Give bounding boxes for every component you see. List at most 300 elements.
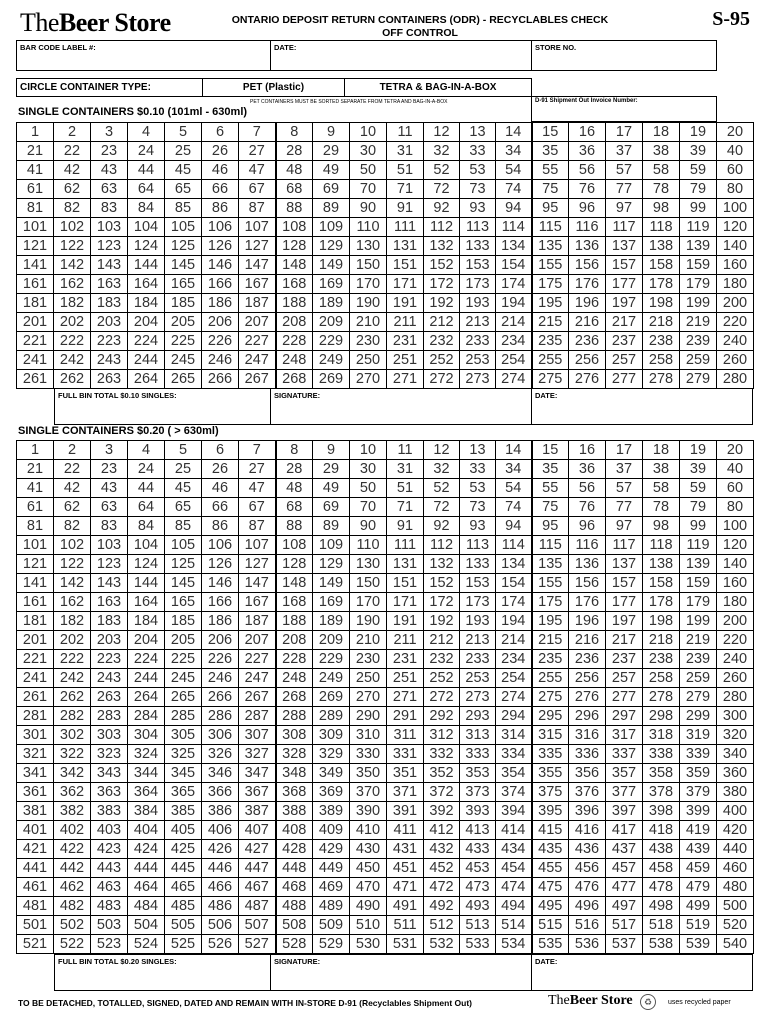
container-number-cell[interactable]: 226 <box>202 332 239 351</box>
container-number-cell[interactable]: 534 <box>496 935 532 954</box>
container-number-cell[interactable]: 268 <box>276 370 313 389</box>
container-number-cell[interactable]: 295 <box>532 707 569 726</box>
container-number-cell[interactable]: 276 <box>569 370 606 389</box>
container-number-cell[interactable]: 25 <box>165 142 202 161</box>
container-number-cell[interactable]: 35 <box>532 460 569 479</box>
container-number-cell[interactable]: 440 <box>717 840 754 859</box>
container-number-cell[interactable]: 358 <box>643 764 680 783</box>
container-number-cell[interactable]: 175 <box>532 275 569 294</box>
container-number-cell[interactable]: 509 <box>313 916 350 935</box>
container-number-cell[interactable]: 393 <box>460 802 496 821</box>
container-number-cell[interactable]: 178 <box>643 593 680 612</box>
container-number-cell[interactable]: 172 <box>424 593 460 612</box>
container-number-cell[interactable]: 223 <box>91 332 128 351</box>
container-number-cell[interactable]: 340 <box>717 745 754 764</box>
container-number-cell[interactable]: 215 <box>532 631 569 650</box>
container-number-cell[interactable]: 330 <box>350 745 387 764</box>
container-number-cell[interactable]: 119 <box>680 218 717 237</box>
container-number-cell[interactable]: 276 <box>569 688 606 707</box>
container-number-cell[interactable]: 433 <box>460 840 496 859</box>
container-number-cell[interactable]: 218 <box>643 631 680 650</box>
container-number-cell[interactable]: 292 <box>424 707 460 726</box>
container-number-cell[interactable]: 241 <box>17 351 54 370</box>
container-number-cell[interactable]: 95 <box>532 517 569 536</box>
container-number-cell[interactable]: 493 <box>460 897 496 916</box>
container-number-cell[interactable]: 164 <box>128 275 165 294</box>
container-number-cell[interactable]: 515 <box>532 916 569 935</box>
container-number-cell[interactable]: 345 <box>165 764 202 783</box>
container-number-cell[interactable]: 37 <box>606 142 643 161</box>
container-number-cell[interactable]: 113 <box>460 536 496 555</box>
container-number-cell[interactable]: 251 <box>387 351 424 370</box>
container-number-cell[interactable]: 145 <box>165 574 202 593</box>
container-number-cell[interactable]: 27 <box>239 460 276 479</box>
container-number-cell[interactable]: 212 <box>424 631 460 650</box>
section2-signature-field[interactable]: SIGNATURE: <box>270 954 532 991</box>
container-number-cell[interactable]: 194 <box>496 612 532 631</box>
container-number-cell[interactable]: 10 <box>350 441 387 460</box>
container-number-cell[interactable]: 72 <box>424 498 460 517</box>
container-number-cell[interactable]: 376 <box>569 783 606 802</box>
container-number-cell[interactable]: 490 <box>350 897 387 916</box>
section2-full-bin-total[interactable]: FULL BIN TOTAL $0.20 SINGLES: <box>54 954 271 991</box>
container-number-cell[interactable]: 52 <box>424 479 460 498</box>
container-number-cell[interactable]: 234 <box>496 650 532 669</box>
container-number-cell[interactable]: 246 <box>202 351 239 370</box>
container-number-cell[interactable]: 102 <box>54 218 91 237</box>
container-number-cell[interactable]: 227 <box>239 332 276 351</box>
container-number-cell[interactable]: 59 <box>680 479 717 498</box>
container-number-cell[interactable]: 13 <box>460 123 496 142</box>
container-number-cell[interactable]: 530 <box>350 935 387 954</box>
container-number-cell[interactable]: 99 <box>680 517 717 536</box>
container-number-cell[interactable]: 36 <box>569 460 606 479</box>
container-number-cell[interactable]: 73 <box>460 180 496 199</box>
container-number-cell[interactable]: 209 <box>313 631 350 650</box>
container-number-cell[interactable]: 6 <box>202 123 239 142</box>
container-number-cell[interactable]: 61 <box>17 498 54 517</box>
container-number-cell[interactable]: 243 <box>91 351 128 370</box>
container-number-cell[interactable]: 488 <box>276 897 313 916</box>
container-number-cell[interactable]: 247 <box>239 351 276 370</box>
container-number-cell[interactable]: 250 <box>350 669 387 688</box>
container-number-cell[interactable]: 55 <box>532 161 569 180</box>
container-number-cell[interactable]: 195 <box>532 612 569 631</box>
container-number-cell[interactable]: 116 <box>569 536 606 555</box>
container-number-cell[interactable]: 495 <box>532 897 569 916</box>
container-number-cell[interactable]: 465 <box>165 878 202 897</box>
container-number-cell[interactable]: 111 <box>387 218 424 237</box>
container-number-cell[interactable]: 235 <box>532 332 569 351</box>
container-number-cell[interactable]: 478 <box>643 878 680 897</box>
container-number-cell[interactable]: 461 <box>17 878 54 897</box>
container-number-cell[interactable]: 413 <box>460 821 496 840</box>
container-number-cell[interactable]: 29 <box>313 142 350 161</box>
container-number-cell[interactable]: 391 <box>387 802 424 821</box>
container-number-cell[interactable]: 156 <box>569 574 606 593</box>
container-number-cell[interactable]: 134 <box>496 555 532 574</box>
container-number-cell[interactable]: 418 <box>643 821 680 840</box>
container-number-cell[interactable]: 262 <box>54 370 91 389</box>
container-number-cell[interactable]: 57 <box>606 479 643 498</box>
container-number-cell[interactable]: 148 <box>276 256 313 275</box>
container-number-cell[interactable]: 291 <box>387 707 424 726</box>
container-number-cell[interactable]: 309 <box>313 726 350 745</box>
container-number-cell[interactable]: 459 <box>680 859 717 878</box>
container-number-cell[interactable]: 186 <box>202 612 239 631</box>
container-number-cell[interactable]: 339 <box>680 745 717 764</box>
container-number-cell[interactable]: 46 <box>202 161 239 180</box>
date-field[interactable]: DATE: <box>270 40 532 71</box>
container-number-cell[interactable]: 176 <box>569 593 606 612</box>
container-number-cell[interactable]: 81 <box>17 517 54 536</box>
container-number-cell[interactable]: 512 <box>424 916 460 935</box>
container-number-cell[interactable]: 256 <box>569 351 606 370</box>
container-number-cell[interactable]: 380 <box>717 783 754 802</box>
container-number-cell[interactable]: 462 <box>54 878 91 897</box>
container-number-cell[interactable]: 1 <box>17 123 54 142</box>
container-number-cell[interactable]: 129 <box>313 555 350 574</box>
container-number-cell[interactable]: 144 <box>128 256 165 275</box>
container-number-cell[interactable]: 175 <box>532 593 569 612</box>
container-number-cell[interactable]: 273 <box>460 688 496 707</box>
container-number-cell[interactable]: 123 <box>91 237 128 256</box>
container-number-cell[interactable]: 158 <box>643 256 680 275</box>
container-number-cell[interactable]: 43 <box>91 161 128 180</box>
container-number-cell[interactable]: 272 <box>424 370 460 389</box>
container-number-cell[interactable]: 69 <box>313 180 350 199</box>
container-number-cell[interactable]: 28 <box>276 142 313 161</box>
container-number-cell[interactable]: 35 <box>532 142 569 161</box>
container-number-cell[interactable]: 500 <box>717 897 754 916</box>
container-number-cell[interactable]: 161 <box>17 593 54 612</box>
container-number-cell[interactable]: 346 <box>202 764 239 783</box>
container-number-cell[interactable]: 151 <box>387 256 424 275</box>
container-number-cell[interactable]: 230 <box>350 332 387 351</box>
container-number-cell[interactable]: 314 <box>496 726 532 745</box>
container-number-cell[interactable]: 412 <box>424 821 460 840</box>
container-number-cell[interactable]: 49 <box>313 479 350 498</box>
container-number-cell[interactable]: 236 <box>569 650 606 669</box>
container-number-cell[interactable]: 489 <box>313 897 350 916</box>
container-number-cell[interactable]: 103 <box>91 536 128 555</box>
container-number-cell[interactable]: 161 <box>17 275 54 294</box>
container-number-cell[interactable]: 132 <box>424 555 460 574</box>
container-number-cell[interactable]: 378 <box>643 783 680 802</box>
container-number-cell[interactable]: 196 <box>569 294 606 313</box>
container-number-cell[interactable]: 231 <box>387 332 424 351</box>
container-number-cell[interactable]: 126 <box>202 237 239 256</box>
container-number-cell[interactable]: 162 <box>54 593 91 612</box>
container-number-cell[interactable]: 121 <box>17 237 54 256</box>
container-number-cell[interactable]: 387 <box>239 802 276 821</box>
container-number-cell[interactable]: 280 <box>717 370 754 389</box>
container-number-cell[interactable]: 2 <box>54 123 91 142</box>
container-number-cell[interactable]: 111 <box>387 536 424 555</box>
container-number-cell[interactable]: 524 <box>128 935 165 954</box>
container-number-cell[interactable]: 427 <box>239 840 276 859</box>
container-number-cell[interactable]: 436 <box>569 840 606 859</box>
container-number-cell[interactable]: 109 <box>313 536 350 555</box>
container-number-cell[interactable]: 526 <box>202 935 239 954</box>
container-number-cell[interactable]: 124 <box>128 237 165 256</box>
container-number-cell[interactable]: 32 <box>424 142 460 161</box>
container-number-cell[interactable]: 326 <box>202 745 239 764</box>
container-number-cell[interactable]: 426 <box>202 840 239 859</box>
container-number-cell[interactable]: 5 <box>165 123 202 142</box>
container-number-cell[interactable]: 101 <box>17 536 54 555</box>
container-number-cell[interactable]: 137 <box>606 237 643 256</box>
container-number-cell[interactable]: 169 <box>313 593 350 612</box>
container-number-cell[interactable]: 191 <box>387 612 424 631</box>
container-number-cell[interactable]: 163 <box>91 275 128 294</box>
container-number-cell[interactable]: 143 <box>91 574 128 593</box>
container-number-cell[interactable]: 133 <box>460 237 496 256</box>
container-number-cell[interactable]: 367 <box>239 783 276 802</box>
container-number-cell[interactable]: 501 <box>17 916 54 935</box>
container-number-cell[interactable]: 390 <box>350 802 387 821</box>
container-number-cell[interactable]: 70 <box>350 180 387 199</box>
container-number-cell[interactable]: 487 <box>239 897 276 916</box>
container-number-cell[interactable]: 149 <box>313 256 350 275</box>
container-number-cell[interactable]: 23 <box>91 460 128 479</box>
container-number-cell[interactable]: 529 <box>313 935 350 954</box>
container-number-cell[interactable]: 179 <box>680 275 717 294</box>
container-number-cell[interactable]: 32 <box>424 460 460 479</box>
container-number-cell[interactable]: 458 <box>643 859 680 878</box>
container-number-cell[interactable]: 456 <box>569 859 606 878</box>
container-number-cell[interactable]: 171 <box>387 275 424 294</box>
container-number-cell[interactable]: 245 <box>165 351 202 370</box>
container-number-cell[interactable]: 416 <box>569 821 606 840</box>
container-number-cell[interactable]: 300 <box>717 707 754 726</box>
container-number-cell[interactable]: 208 <box>276 313 313 332</box>
container-number-cell[interactable]: 181 <box>17 294 54 313</box>
container-number-cell[interactable]: 328 <box>276 745 313 764</box>
container-number-cell[interactable]: 18 <box>643 123 680 142</box>
container-number-cell[interactable]: 69 <box>313 498 350 517</box>
container-number-cell[interactable]: 264 <box>128 688 165 707</box>
container-number-cell[interactable]: 87 <box>239 199 276 218</box>
container-number-cell[interactable]: 146 <box>202 256 239 275</box>
container-number-cell[interactable]: 538 <box>643 935 680 954</box>
container-number-cell[interactable]: 136 <box>569 555 606 574</box>
container-number-cell[interactable]: 518 <box>643 916 680 935</box>
container-number-cell[interactable]: 38 <box>643 460 680 479</box>
container-number-cell[interactable]: 220 <box>717 313 754 332</box>
container-number-cell[interactable]: 84 <box>128 517 165 536</box>
container-number-cell[interactable]: 96 <box>569 199 606 218</box>
container-number-cell[interactable]: 353 <box>460 764 496 783</box>
container-number-cell[interactable]: 316 <box>569 726 606 745</box>
container-number-cell[interactable]: 220 <box>717 631 754 650</box>
container-number-cell[interactable]: 414 <box>496 821 532 840</box>
container-number-cell[interactable]: 91 <box>387 517 424 536</box>
container-number-cell[interactable]: 199 <box>680 612 717 631</box>
container-number-cell[interactable]: 349 <box>313 764 350 783</box>
container-number-cell[interactable]: 240 <box>717 332 754 351</box>
container-number-cell[interactable]: 102 <box>54 536 91 555</box>
container-number-cell[interactable]: 205 <box>165 631 202 650</box>
container-number-cell[interactable]: 279 <box>680 370 717 389</box>
container-number-cell[interactable]: 153 <box>460 574 496 593</box>
container-number-cell[interactable]: 298 <box>643 707 680 726</box>
store-number-field[interactable]: STORE NO. <box>531 40 717 71</box>
container-number-cell[interactable]: 215 <box>532 313 569 332</box>
container-number-cell[interactable]: 449 <box>313 859 350 878</box>
container-number-cell[interactable]: 125 <box>165 555 202 574</box>
container-number-cell[interactable]: 498 <box>643 897 680 916</box>
container-number-cell[interactable]: 56 <box>569 479 606 498</box>
container-number-cell[interactable]: 180 <box>717 275 754 294</box>
container-number-cell[interactable]: 142 <box>54 256 91 275</box>
container-number-cell[interactable]: 41 <box>17 479 54 498</box>
container-number-cell[interactable]: 112 <box>424 536 460 555</box>
container-number-cell[interactable]: 146 <box>202 574 239 593</box>
container-number-cell[interactable]: 216 <box>569 313 606 332</box>
container-number-cell[interactable]: 84 <box>128 199 165 218</box>
container-number-cell[interactable]: 329 <box>313 745 350 764</box>
container-number-cell[interactable]: 198 <box>643 294 680 313</box>
container-number-cell[interactable]: 263 <box>91 688 128 707</box>
container-number-cell[interactable]: 470 <box>350 878 387 897</box>
container-number-cell[interactable]: 441 <box>17 859 54 878</box>
container-number-cell[interactable]: 239 <box>680 650 717 669</box>
container-number-cell[interactable]: 264 <box>128 370 165 389</box>
container-number-cell[interactable]: 350 <box>350 764 387 783</box>
container-number-cell[interactable]: 83 <box>91 517 128 536</box>
container-number-cell[interactable]: 138 <box>643 237 680 256</box>
container-number-cell[interactable]: 243 <box>91 669 128 688</box>
container-number-cell[interactable]: 154 <box>496 574 532 593</box>
container-number-cell[interactable]: 232 <box>424 650 460 669</box>
container-number-cell[interactable]: 149 <box>313 574 350 593</box>
container-number-cell[interactable]: 10 <box>350 123 387 142</box>
container-number-cell[interactable]: 38 <box>643 142 680 161</box>
container-number-cell[interactable]: 242 <box>54 351 91 370</box>
container-number-cell[interactable]: 177 <box>606 593 643 612</box>
container-number-cell[interactable]: 306 <box>202 726 239 745</box>
section2-date-field[interactable]: DATE: <box>531 954 753 991</box>
container-number-cell[interactable]: 212 <box>424 313 460 332</box>
container-number-cell[interactable]: 77 <box>606 180 643 199</box>
container-number-cell[interactable]: 182 <box>54 612 91 631</box>
container-number-cell[interactable]: 131 <box>387 237 424 256</box>
container-number-cell[interactable]: 1 <box>17 441 54 460</box>
container-number-cell[interactable]: 360 <box>717 764 754 783</box>
container-number-cell[interactable]: 434 <box>496 840 532 859</box>
container-number-cell[interactable]: 156 <box>569 256 606 275</box>
container-number-cell[interactable]: 50 <box>350 479 387 498</box>
container-number-cell[interactable]: 338 <box>643 745 680 764</box>
container-number-cell[interactable]: 189 <box>313 294 350 313</box>
container-number-cell[interactable]: 103 <box>91 218 128 237</box>
container-number-cell[interactable]: 51 <box>387 161 424 180</box>
container-number-cell[interactable]: 124 <box>128 555 165 574</box>
container-number-cell[interactable]: 510 <box>350 916 387 935</box>
pet-plastic-option[interactable]: PET (Plastic) <box>202 78 345 97</box>
container-number-cell[interactable]: 404 <box>128 821 165 840</box>
container-number-cell[interactable]: 301 <box>17 726 54 745</box>
container-number-cell[interactable]: 165 <box>165 275 202 294</box>
container-number-cell[interactable]: 151 <box>387 574 424 593</box>
container-number-cell[interactable]: 539 <box>680 935 717 954</box>
container-number-cell[interactable]: 451 <box>387 859 424 878</box>
container-number-cell[interactable]: 324 <box>128 745 165 764</box>
container-number-cell[interactable]: 16 <box>569 441 606 460</box>
container-number-cell[interactable]: 28 <box>276 460 313 479</box>
container-number-cell[interactable]: 26 <box>202 142 239 161</box>
container-number-cell[interactable]: 72 <box>424 180 460 199</box>
container-number-cell[interactable]: 219 <box>680 313 717 332</box>
container-number-cell[interactable]: 73 <box>460 498 496 517</box>
container-number-cell[interactable]: 398 <box>643 802 680 821</box>
container-number-cell[interactable]: 8 <box>276 441 313 460</box>
container-number-cell[interactable]: 506 <box>202 916 239 935</box>
container-number-cell[interactable]: 454 <box>496 859 532 878</box>
container-number-cell[interactable]: 364 <box>128 783 165 802</box>
container-number-cell[interactable]: 171 <box>387 593 424 612</box>
container-number-cell[interactable]: 386 <box>202 802 239 821</box>
container-number-cell[interactable]: 308 <box>276 726 313 745</box>
container-number-cell[interactable]: 293 <box>460 707 496 726</box>
container-number-cell[interactable]: 261 <box>17 688 54 707</box>
container-number-cell[interactable]: 31 <box>387 142 424 161</box>
container-number-cell[interactable]: 27 <box>239 142 276 161</box>
container-number-cell[interactable]: 468 <box>276 878 313 897</box>
container-number-cell[interactable]: 142 <box>54 574 91 593</box>
container-number-cell[interactable]: 6 <box>202 441 239 460</box>
container-number-cell[interactable]: 344 <box>128 764 165 783</box>
container-number-cell[interactable]: 70 <box>350 498 387 517</box>
container-number-cell[interactable]: 333 <box>460 745 496 764</box>
container-number-cell[interactable]: 302 <box>54 726 91 745</box>
container-number-cell[interactable]: 89 <box>313 517 350 536</box>
container-number-cell[interactable]: 332 <box>424 745 460 764</box>
container-number-cell[interactable]: 187 <box>239 612 276 631</box>
container-number-cell[interactable]: 320 <box>717 726 754 745</box>
container-number-cell[interactable]: 271 <box>387 688 424 707</box>
container-number-cell[interactable]: 455 <box>532 859 569 878</box>
container-number-cell[interactable]: 2 <box>54 441 91 460</box>
container-number-cell[interactable]: 33 <box>460 142 496 161</box>
container-number-cell[interactable]: 66 <box>202 180 239 199</box>
container-number-cell[interactable]: 375 <box>532 783 569 802</box>
container-number-cell[interactable]: 274 <box>496 688 532 707</box>
container-number-cell[interactable]: 331 <box>387 745 424 764</box>
container-number-cell[interactable]: 21 <box>17 142 54 161</box>
container-number-cell[interactable]: 312 <box>424 726 460 745</box>
section1-date-field[interactable]: DATE: <box>531 388 753 425</box>
container-number-cell[interactable]: 310 <box>350 726 387 745</box>
container-number-cell[interactable]: 429 <box>313 840 350 859</box>
container-number-cell[interactable]: 341 <box>17 764 54 783</box>
container-number-cell[interactable]: 198 <box>643 612 680 631</box>
container-number-cell[interactable]: 50 <box>350 161 387 180</box>
container-number-cell[interactable]: 42 <box>54 479 91 498</box>
container-number-cell[interactable]: 65 <box>165 498 202 517</box>
container-number-cell[interactable]: 297 <box>606 707 643 726</box>
container-number-cell[interactable]: 481 <box>17 897 54 916</box>
container-number-cell[interactable]: 235 <box>532 650 569 669</box>
container-number-cell[interactable]: 201 <box>17 631 54 650</box>
container-number-cell[interactable]: 200 <box>717 294 754 313</box>
container-number-cell[interactable]: 206 <box>202 313 239 332</box>
container-number-cell[interactable]: 405 <box>165 821 202 840</box>
container-number-cell[interactable]: 159 <box>680 256 717 275</box>
container-number-cell[interactable]: 448 <box>276 859 313 878</box>
container-number-cell[interactable]: 374 <box>496 783 532 802</box>
